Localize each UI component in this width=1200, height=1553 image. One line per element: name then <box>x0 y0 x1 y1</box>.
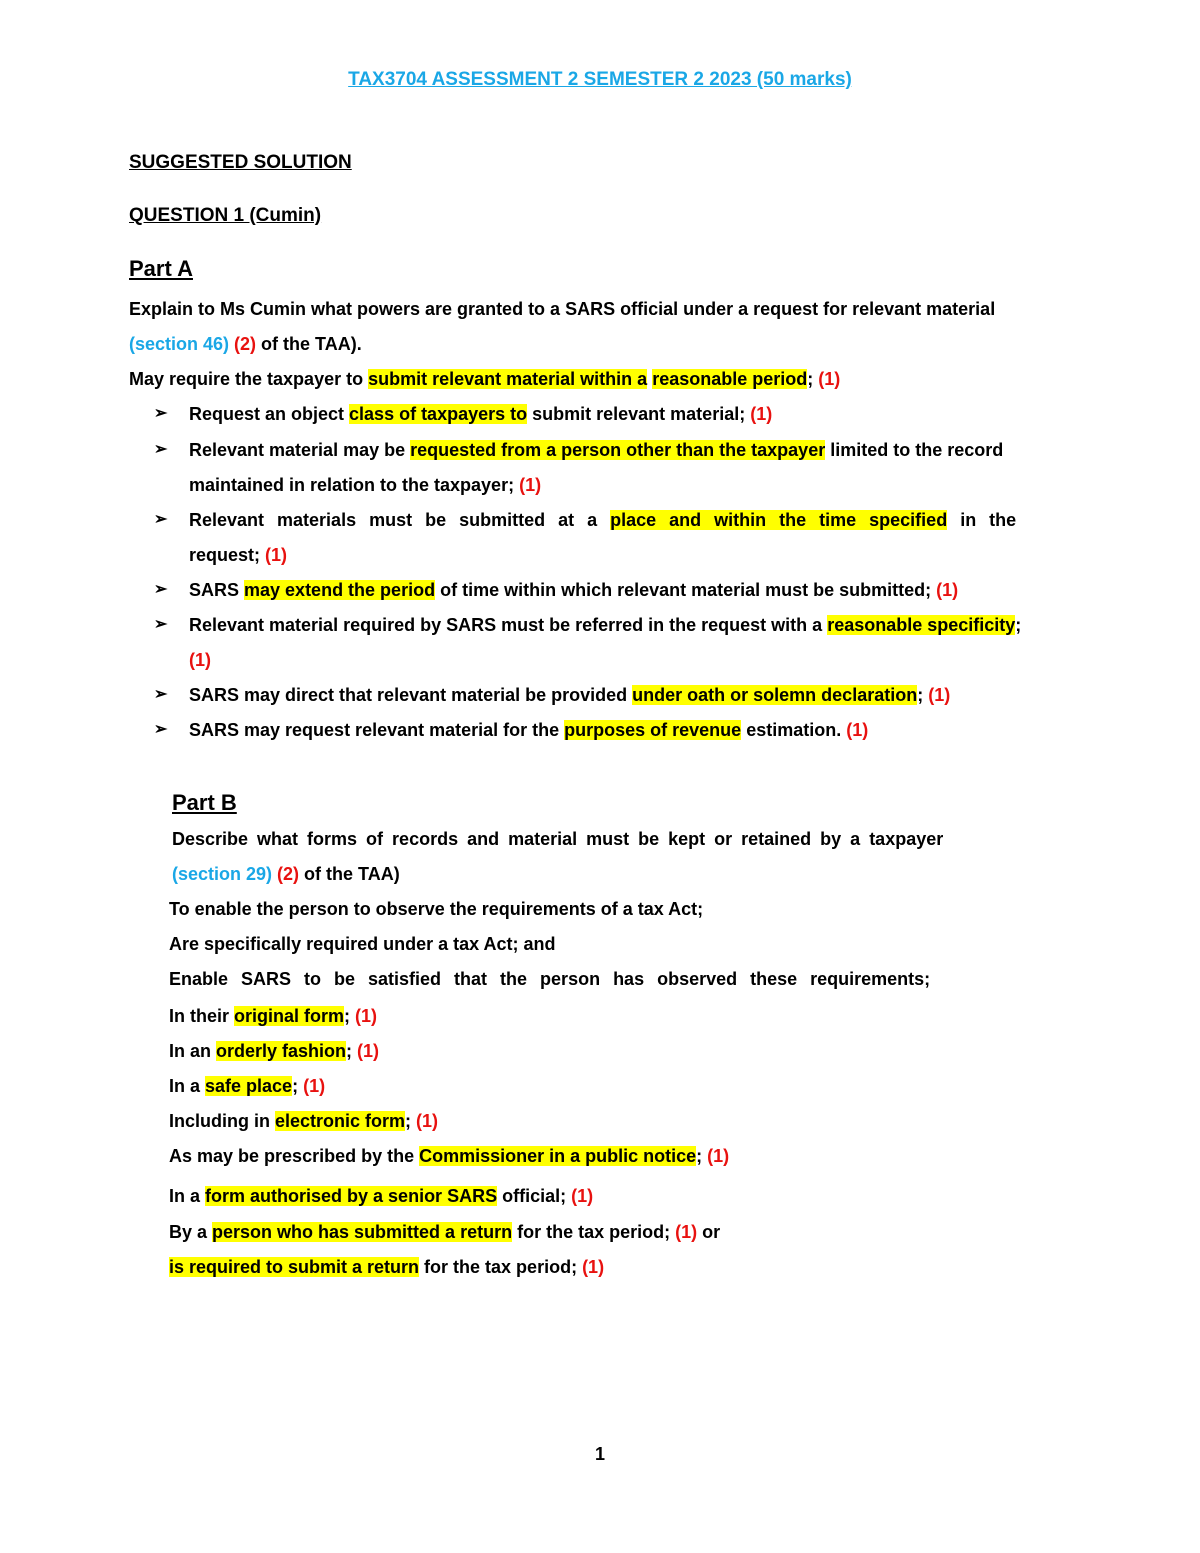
document-title: TAX3704 ASSESSMENT 2 SEMESTER 2 2023 (50 marks) <box>348 69 852 90</box>
part-b-item-7: By a person who has submitted a return for the tax period; (1) or <box>169 1222 721 1242</box>
lead-highlight-2: reasonable period <box>652 369 808 389</box>
part-a-bullet-2: Relevant material may be requested from a person other than the taxpayer limited to the record <box>189 440 1004 460</box>
part-a-bullet-5: Relevant material required by SARS must be referred in the request with a reasonable specificity; <box>189 615 1022 635</box>
part-a-bullet-2-cont: maintained in relation to the taxpayer; (1) <box>189 475 542 495</box>
mark: (1) <box>818 369 841 389</box>
arrowhead-bullet-icon: ➢ <box>154 686 168 703</box>
arrowhead-bullet-icon: ➢ <box>154 581 168 598</box>
part-b-intro-line1: Describe what forms of records and material must be kept or retained by a taxpayer <box>172 829 944 849</box>
part-a-bullet-1: Request an object class of taxpayers to submit relevant material; (1) <box>189 404 773 424</box>
part-a-bullet-7: SARS may request relevant material for the purposes of revenue estimation. (1) <box>189 720 869 740</box>
part-a-bullet-4: SARS may extend the period of time within which relevant material must be submitted; (1) <box>189 580 959 600</box>
part-b-item-5: As may be prescribed by the Commissioner in a public notice; (1) <box>169 1146 730 1166</box>
part-a-bullet-3: Relevant materials must be submitted at a place and within the time specified in the <box>189 510 1017 530</box>
arrowhead-bullet-icon: ➢ <box>154 511 168 528</box>
arrowhead-bullet-icon: ➢ <box>154 721 168 738</box>
part-b-plain-2: Are specifically required under a tax Act; and <box>169 934 556 954</box>
lead-text: May require the taxpayer to <box>129 369 369 389</box>
part-b-item-1: In their original form; (1) <box>169 1006 378 1026</box>
part-b-heading: Part B <box>172 790 237 815</box>
part-a-bullet-6: SARS may direct that relevant material be provided under oath or solemn declaration; (1) <box>189 685 951 705</box>
part-b-item-2: In an orderly fashion; (1) <box>169 1041 380 1061</box>
part-b-item-8: is required to submit a return for the tax period; (1) <box>169 1257 605 1277</box>
lead-post: ; <box>807 369 819 389</box>
part-a-bullet-3-cont: request; (1) <box>189 545 288 565</box>
part-b-intro-line2 <box>172 861 400 887</box>
intro-rest: of the TAA) <box>299 864 400 884</box>
intro-rest: of the TAA). <box>256 334 362 354</box>
part-a-intro-line1: Explain to Ms Cumin what powers are granted to a SARS official under a request for relevant material <box>129 299 996 319</box>
part-b-item-6: In a form authorised by a senior SARS official; (1) <box>169 1186 594 1206</box>
lead-highlight-1: submit relevant material within a <box>368 369 648 389</box>
mark-allocation: (2) <box>234 334 257 354</box>
part-b-item-4: Including in electronic form; (1) <box>169 1111 439 1131</box>
part-b-plain-1: To enable the person to observe the requirements of a tax Act; <box>169 899 704 919</box>
arrowhead-bullet-icon: ➢ <box>154 441 168 458</box>
suggested-solution-heading: SUGGESTED SOLUTION <box>129 152 352 173</box>
question-heading: QUESTION 1 (Cumin) <box>129 205 322 226</box>
mark-allocation: (2) <box>277 864 300 884</box>
part-b-item-3: In a safe place; (1) <box>169 1076 326 1096</box>
arrowhead-bullet-icon: ➢ <box>154 405 168 422</box>
part-a-bullet-5-cont: (1) <box>189 650 211 670</box>
arrowhead-bullet-icon: ➢ <box>154 616 168 633</box>
part-a-heading: Part A <box>129 256 193 281</box>
part-b-plain-3: Enable SARS to be satisfied that the person has observed these requirements; <box>169 969 931 989</box>
page-number: 1 <box>594 1444 605 1464</box>
section-reference: (section 46) <box>129 334 230 354</box>
section-reference: (section 29) <box>172 864 273 884</box>
part-a-lead-line <box>129 366 840 392</box>
part-a-intro-line2 <box>129 331 362 357</box>
